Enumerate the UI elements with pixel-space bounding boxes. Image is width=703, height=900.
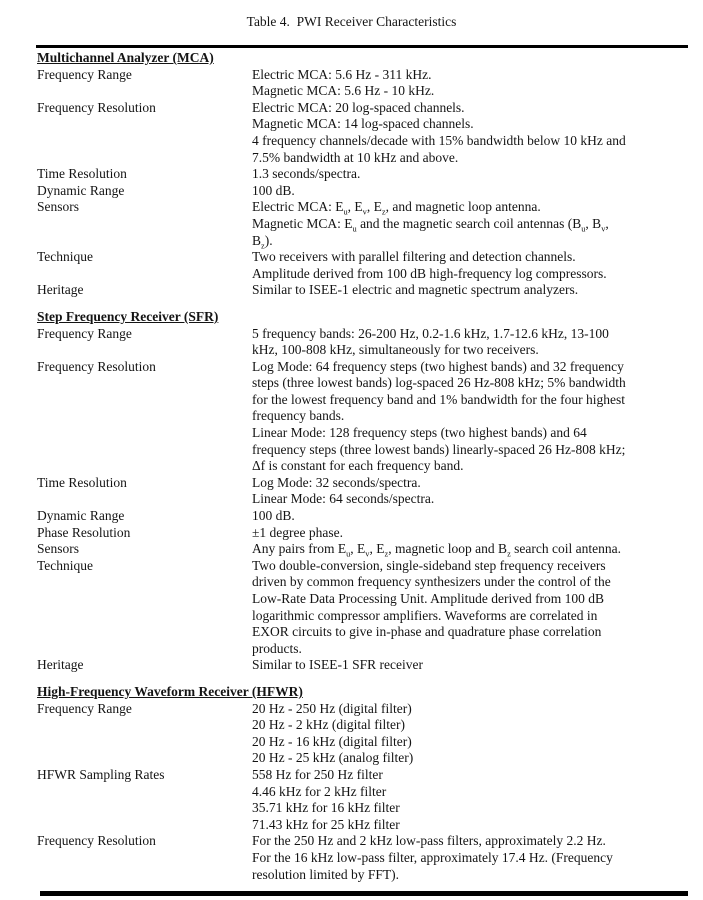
row-label: Frequency Range: [37, 700, 132, 716]
row-label: Frequency Range: [37, 66, 132, 82]
value-line: Magnetic MCA: 5.6 Hz - 10 kHz.: [252, 83, 435, 99]
value-line: frequency steps (three lowest bands) linearly-spaced 26 Hz-808 kHz;: [252, 441, 626, 457]
table-row: [37, 767, 689, 833]
row-label: Technique: [37, 557, 94, 573]
table-row: [37, 199, 689, 249]
value-line: $B_z$).: [252, 232, 273, 251]
row-value: [252, 701, 689, 767]
row-value: [252, 183, 689, 200]
row-label: Time Resolution: [37, 166, 127, 182]
row-label: HFWR Sampling Rates: [37, 766, 165, 782]
row-label: Sensors: [37, 541, 80, 557]
value-line: ±1 degree phase.: [252, 524, 343, 540]
row-label: Technique: [37, 249, 94, 265]
row-value: [252, 67, 689, 100]
row-label: Heritage: [37, 282, 84, 298]
row-value: [252, 558, 689, 658]
value-line: 20 Hz - 250 Hz (digital filter): [252, 700, 412, 716]
value-line: 558 Hz for 250 Hz filter: [252, 766, 383, 782]
value-line: steps (three lowest bands) log-spaced 26 Hz-808 kHz; 5% bandwidth: [252, 375, 626, 391]
row-label: Frequency Resolution: [37, 99, 156, 115]
value-line: driven by common frequency synthesizers under the control of the: [252, 574, 611, 590]
table-row: [37, 166, 689, 183]
value-line: Any pairs from $E_u$, $E_v$, $E_z$, magnetic loop and $B_z$ search coil antenna.: [252, 541, 621, 559]
table-row: [37, 475, 689, 508]
value-line: 20 Hz - 2 kHz (digital filter): [252, 717, 405, 733]
value-line: logarithmic compressor amplifiers. Waveforms are correlated in: [252, 607, 598, 623]
row-value: [252, 282, 689, 299]
row-value: [252, 657, 689, 674]
value-line: For the 250 Hz and 2 kHz low-pass filters, approximately 2.2 Hz.: [252, 833, 606, 849]
row-label: Heritage: [37, 657, 84, 673]
section-heading-mca: Multichannel Analyzer (MCA): [37, 50, 214, 65]
row-label: Dynamic Range: [37, 182, 125, 198]
value-line: 5 frequency bands: 26-200 Hz, 0.2-1.6 kHz, 1.7-12.6 kHz, 13-100: [252, 325, 609, 341]
row-value: [252, 199, 689, 249]
table-row: [37, 183, 689, 200]
section-sfr: [37, 309, 689, 674]
row-label: Frequency Resolution: [37, 833, 156, 849]
value-line: Low-Rate Data Processing Unit. Amplitude derived from 100 dB: [252, 591, 605, 606]
section-heading-hfwr: High-Frequency Waveform Receiver (HFWR): [37, 683, 303, 699]
table-top-rule: [36, 45, 688, 48]
value-line: frequency bands.: [252, 408, 345, 424]
value-line: Magnetic MCA: 14 log-spaced channels.: [252, 116, 474, 132]
table-row: [37, 525, 689, 542]
row-value: [252, 100, 689, 166]
row-value: [252, 326, 689, 359]
value-line: Similar to ISEE-1 electric and magnetic spectrum analyzers.: [252, 282, 579, 298]
table-row: [37, 359, 689, 475]
value-line: Amplitude derived from 100 dB high-frequency log compressors.: [252, 265, 607, 281]
value-line: For the 16 kHz low-pass filter, approximately 17.4 Hz. (Frequency: [252, 849, 613, 865]
value-line: Δf is constant for each frequency band.: [252, 458, 464, 474]
row-label: Phase Resolution: [37, 524, 131, 540]
row-value: [252, 359, 689, 475]
row-value: [252, 249, 689, 282]
row-label: Frequency Resolution: [37, 358, 156, 374]
value-line: Two double-conversion, single-sideband step frequency receivers: [252, 557, 606, 573]
section-heading-sfr: Step Frequency Receiver (SFR): [37, 308, 219, 324]
value-line: 4.46 kHz for 2 kHz filter: [252, 783, 387, 799]
section-hfwr: [37, 684, 689, 883]
table-row: [37, 100, 689, 166]
value-line: Electric MCA: 5.6 Hz - 311 kHz.: [252, 66, 432, 82]
table-body: [37, 50, 689, 893]
table-row: [37, 249, 689, 282]
section-mca: [37, 50, 689, 299]
value-line: 100 dB.: [252, 182, 295, 198]
value-line: EXOR circuits to give in-phase and quadrature phase correlation: [252, 624, 602, 640]
value-line: Electric MCA: 20 log-spaced channels.: [252, 99, 465, 115]
value-line: 4 frequency channels/decade with 15% bandwidth below 10 kHz and: [252, 132, 626, 148]
table-row: [37, 558, 689, 658]
row-label: Time Resolution: [37, 474, 127, 490]
value-line: 35.71 kHz for 16 kHz filter: [252, 800, 400, 816]
table-row: [37, 701, 689, 767]
row-label: Sensors: [37, 199, 80, 215]
value-line: products.: [252, 640, 302, 656]
value-line: Log Mode: 32 seconds/spectra.: [252, 474, 421, 490]
value-line: Log Mode: 64 frequency steps (two highest bands) and 32 frequency: [252, 358, 624, 374]
table-row: [37, 657, 689, 674]
value-line: 71.43 kHz for 25 kHz filter: [252, 816, 400, 832]
row-value: [252, 525, 689, 542]
value-line: Linear Mode: 64 seconds/spectra.: [252, 491, 435, 507]
row-value: [252, 166, 689, 183]
row-label: Dynamic Range: [37, 508, 125, 524]
value-line: kHz, 100-808 kHz, simultaneously for two receivers.: [252, 342, 539, 358]
value-line: for the lowest frequency band and 1% bandwidth for the four highest: [252, 391, 626, 407]
value-line: resolution limited by FFT).: [252, 866, 399, 882]
value-line: Two receivers with parallel filtering and detection channels.: [252, 249, 576, 265]
value-line: 20 Hz - 16 kHz (digital filter): [252, 733, 412, 749]
table-row: [37, 67, 689, 100]
value-line: 20 Hz - 25 kHz (analog filter): [252, 750, 414, 766]
table-row: [37, 508, 689, 525]
row-value: [252, 541, 689, 558]
table-row: [37, 541, 689, 558]
value-line: 100 dB.: [252, 508, 295, 524]
table-row: [37, 326, 689, 359]
value-line: Similar to ISEE-1 SFR receiver: [252, 657, 423, 673]
value-line: Electric MCA: $E_u$, $E_v$, $E_z$, and magnetic loop antenna.: [252, 199, 541, 218]
row-value: [252, 508, 689, 525]
value-line: Linear Mode: 128 frequency steps (two highest bands) and 64: [252, 425, 587, 441]
value-line: Magnetic MCA: $E_u$ and the magnetic search coil antennas ($B_u$, $B_v$,: [252, 215, 609, 234]
table-bottom-rule: [40, 891, 688, 896]
row-value: [252, 833, 689, 883]
row-value: [252, 475, 689, 508]
value-line: 1.3 seconds/spectra.: [252, 166, 361, 182]
table-title: Table 4. PWI Receiver Characteristics: [246, 14, 457, 29]
row-label: Frequency Range: [37, 325, 132, 341]
table-row: [37, 282, 689, 299]
table-row: [37, 833, 689, 883]
value-line: 7.5% bandwidth at 10 kHz and above.: [252, 149, 459, 165]
row-value: [252, 767, 689, 833]
